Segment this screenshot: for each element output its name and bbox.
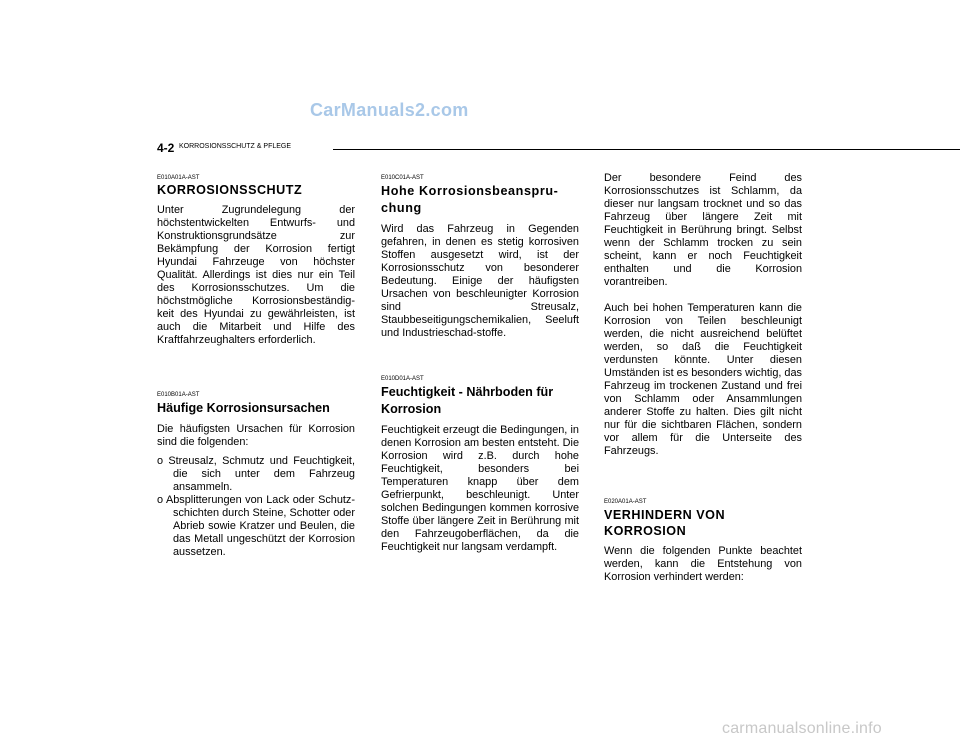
section-code: E010D01A-AST (381, 376, 424, 382)
section-heading: Feuchtigkeit - Nährboden für Korrosion (381, 385, 554, 416)
list-item: o Absplitterungen von Lack oder Schutz-schichten durch Steine, Schotter oder Abrieb sowie Kratzer und Beulen, die das Metall ungeschützt der Korrosion aussetzen. (157, 494, 355, 558)
section-text: Die häufigsten Ursachen für Korrosion sind die folgenden: (157, 423, 355, 448)
section-text: Wenn die folgenden Punkte beachtet werden, kann die Entstehung von Korrosion verhindert werden: (604, 545, 802, 583)
section-code: E010C01A-AST (381, 175, 424, 181)
page-number: 4-2 (157, 141, 175, 155)
watermark-footer[interactable]: carmanualsonline.info (722, 720, 882, 737)
section-heading: Hohe Korrosionsbeanspru-chung (381, 184, 559, 215)
header-rule (333, 149, 960, 150)
cause-list (157, 455, 355, 559)
watermark-logo[interactable]: CarManuals2.com (310, 100, 469, 120)
section-heading: KORROSIONSSCHUTZ (157, 183, 303, 197)
page-header (157, 141, 807, 157)
section-code: E020A01A-AST (604, 499, 647, 505)
section-text: Feuchtigkeit erzeugt die Bedingungen, in denen Korrosion am besten entsteht. Die Korrosion wird z.B. durch hohe Feuchtigkeit, besonders bei Temperaturen knapp über dem Gefrierpunkt, beschleunigt. Unter solchen Bedingungen kommen korrosive Stoffe über längere Zeit in Berührung mit den Fahrzeugoberflächen, da die Feuchtigkeit nur langsam verdampft. (381, 424, 579, 553)
section-code: E010A01A-AST (157, 175, 200, 181)
column-1-section-2 (157, 391, 355, 559)
section-text: Wird das Fahrzeug in Gegenden gefahren, in denen es stetig korrosiven Stoffen ausgesetzt wird, ist der Korrosionsschutz von besonderer Bedeutung. Einige der häufigsten Ursachen von beschleunigter Korrosion sind Streusalz, Staubbeseitigungschemikalien, Seeluft und Industrieschad-stoffe. (381, 223, 579, 339)
column-2 (381, 174, 579, 340)
column-1 (157, 174, 355, 347)
section-code: E010B01A-AST (157, 392, 200, 398)
column-3 (604, 172, 802, 458)
column-2-section-2 (381, 375, 579, 554)
section-title: KORROSIONSSCHUTZ & PFLEGE (179, 143, 292, 150)
column-3-section (604, 498, 802, 584)
section-text: Unter Zugrundelegung der höchstentwickelten Entwurfs- und Konstruktionsgrundsätze zur Bekämpfung der Korrosion fertigt Hyundai Fahrzeuge von höchster Qualität. Allerdings ist dies nur ein Teil des Korrosionsschutzes. Um die höchstmögliche Korrosionsbeständig-keit des Hyundai zu gewährleisten, ist auch die Mitarbeit und Hilfe des Kraftfahrzeughalters erforderlich. (157, 204, 355, 346)
section-heading: VERHINDERN VON KORROSION (604, 508, 726, 538)
paragraph: Der besondere Feind des Korrosionsschutzes ist Schlamm, da dieser nur langsam trocknet und so das Fahrzeug über längere Zeit mit Feuchtigkeit in Berührung bringt. Selbst wenn der Schlamm trocken zu sein scheint, kann er noch Feuchtigkeit enthalten und die Korrosion vorantreiben. (604, 172, 802, 288)
section-heading: Häufige Korrosionsursachen (157, 401, 330, 415)
list-item: o Streusalz, Schmutz und Feuchtigkeit, die sich unter dem Fahrzeug ansammeln. (157, 455, 355, 493)
paragraph: Auch bei hohen Temperaturen kann die Korrosion von Teilen beschleunigt werden, die nicht ausreichend belüftet werden, so daß die Feuchtigkeit verdunsten könnte. Unter diesen Umständen ist es besonders wichtig, das Fahrzeug im trockenen Zustand und frei von Schlamm oder Ansammlungen anderer Stoffe zu halten. Dies gilt nicht nur für die sichtbaren Flächen, sondern vor allem für die Unterseite des Fahrzeugs. (604, 302, 802, 457)
